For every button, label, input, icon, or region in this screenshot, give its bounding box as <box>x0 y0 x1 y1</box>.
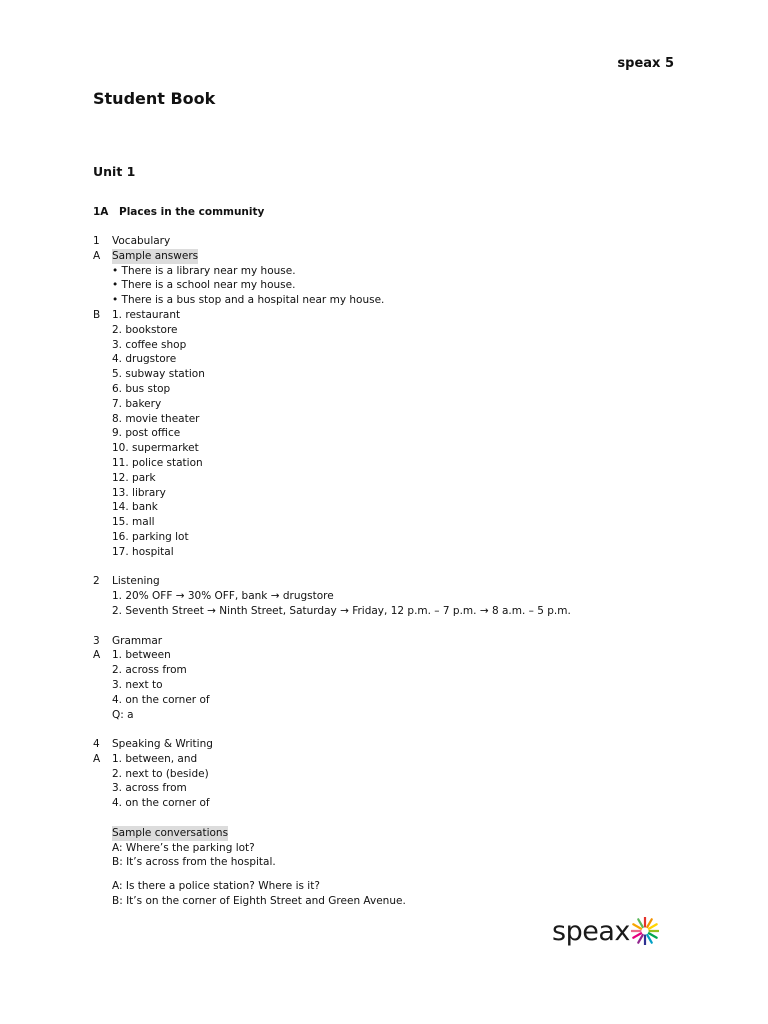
row-marker <box>93 352 112 367</box>
answer-text: 2. next to (beside) <box>112 767 209 780</box>
speax-logo <box>552 917 659 945</box>
answer-text: 3. across from <box>112 782 187 795</box>
answer-line <box>93 767 693 782</box>
answer-line <box>93 397 693 412</box>
answer-line <box>93 648 693 663</box>
answer-text: 11. police station <box>112 456 203 469</box>
starburst-ray <box>633 924 641 929</box>
row-marker: 1 <box>93 235 100 247</box>
spacer <box>93 560 693 575</box>
lesson-title <box>93 206 264 218</box>
answer-text: 3. coffee shop <box>112 338 187 351</box>
answer-text: Q: a <box>112 708 134 721</box>
row-marker: 4 <box>93 738 100 751</box>
answer-line <box>93 471 693 486</box>
row-marker: B <box>93 308 101 321</box>
answer-text: Speaking & Writing <box>112 738 213 751</box>
spacer <box>93 870 693 879</box>
answer-text: • There is a school near my house. <box>112 279 296 292</box>
answer-line <box>93 841 693 856</box>
answer-text: 12. park <box>112 471 156 484</box>
answer-text: 8. movie theater <box>112 412 200 425</box>
row-marker: A <box>93 249 101 262</box>
row-marker <box>93 456 112 471</box>
header-brand-level: speax 5 <box>617 56 674 71</box>
answer-line <box>93 323 693 338</box>
highlighted-label: Sample answers <box>112 249 199 262</box>
row-marker <box>93 693 112 708</box>
row-marker <box>93 879 112 894</box>
answer-line <box>93 382 693 397</box>
answer-text: 4. on the corner of <box>112 797 210 810</box>
answer-line <box>93 589 693 604</box>
row-marker <box>93 426 112 441</box>
row-marker: A <box>93 649 101 662</box>
spacer <box>93 811 693 826</box>
answer-line <box>93 412 693 427</box>
answer-line <box>93 796 693 811</box>
answer-text: 2. Seventh Street → Ninth Street, Saturday → Friday, 12 p.m. – 7 p.m. → 8 a.m. – 5 p.m. <box>112 604 571 617</box>
answer-text: 1. 20% OFF → 30% OFF, bank → drugstore <box>112 590 334 603</box>
starburst-ray <box>649 933 657 938</box>
answer-text: B: It’s on the corner of Eighth Street and Green Avenue. <box>112 895 406 908</box>
answer-text: 1. restaurant <box>112 308 181 321</box>
answer-text: A: Where’s the parking lot? <box>112 841 255 854</box>
answer-line <box>93 678 693 693</box>
answer-text: A: Is there a police station? Where is it? <box>112 880 320 893</box>
answer-line <box>93 249 693 264</box>
answer-text: 1. between <box>112 649 171 662</box>
spacer <box>93 722 693 737</box>
row-marker <box>93 604 112 619</box>
starburst-ray <box>649 924 657 929</box>
row-marker: A <box>93 752 101 765</box>
answer-line <box>93 894 693 909</box>
row-marker <box>93 264 112 279</box>
answer-line <box>93 693 693 708</box>
answer-line <box>93 426 693 441</box>
answer-line <box>93 826 693 841</box>
answer-key-content <box>93 234 693 909</box>
answer-line <box>93 352 693 367</box>
row-marker <box>93 338 112 353</box>
row-marker <box>93 530 112 545</box>
answer-text: Listening <box>112 575 160 588</box>
row-marker <box>93 708 112 723</box>
unit-title: Unit 1 <box>93 164 136 179</box>
row-marker <box>93 841 112 856</box>
row-marker <box>93 826 112 841</box>
lesson-code: 1A <box>93 206 109 218</box>
lesson-name: Places in the community <box>119 206 265 218</box>
row-marker <box>93 796 112 811</box>
answer-line <box>93 855 693 870</box>
answer-line <box>93 663 693 678</box>
answer-text: 15. mall <box>112 516 155 529</box>
highlighted-label: Sample conversations <box>112 826 229 839</box>
answer-line <box>93 530 693 545</box>
answer-text: 14. bank <box>112 501 158 514</box>
answer-text: 10. supermarket <box>112 442 199 455</box>
section-heading <box>93 234 693 249</box>
answer-line <box>93 708 693 723</box>
row-marker <box>93 293 112 308</box>
answer-text: 6. bus stop <box>112 382 171 395</box>
answer-text: 2. across from <box>112 664 187 677</box>
row-marker: 2 <box>93 575 100 588</box>
answer-line <box>93 278 693 293</box>
row-marker <box>93 855 112 870</box>
answer-text: 17. hospital <box>112 545 174 558</box>
answer-text: 3. next to <box>112 678 163 691</box>
answer-text: 7. bakery <box>112 397 162 410</box>
answer-text: 5. subway station <box>112 368 205 381</box>
answer-text: 16. parking lot <box>112 530 189 543</box>
section-heading <box>93 737 693 752</box>
starburst-ray <box>638 919 643 927</box>
starburst-icon <box>631 917 659 945</box>
answer-line <box>93 781 693 796</box>
answer-line <box>93 456 693 471</box>
row-marker <box>93 471 112 486</box>
answer-text: 4. drugstore <box>112 353 177 366</box>
row-marker <box>93 278 112 293</box>
section-heading <box>93 574 693 589</box>
row-marker <box>93 589 112 604</box>
answer-text: • There is a bus stop and a hospital near my house. <box>112 294 385 307</box>
starburst-ray <box>633 933 641 938</box>
row-marker <box>93 412 112 427</box>
answer-line <box>93 752 693 767</box>
answer-text: Grammar <box>112 634 163 647</box>
answer-line <box>93 308 693 323</box>
answer-text: Vocabulary <box>112 235 171 247</box>
row-marker: 3 <box>93 634 100 647</box>
answer-text: • There is a library near my house. <box>112 264 296 277</box>
spacer <box>93 619 693 634</box>
row-marker <box>93 678 112 693</box>
row-marker <box>93 500 112 515</box>
answer-line <box>93 441 693 456</box>
row-marker <box>93 781 112 796</box>
answer-line <box>93 486 693 501</box>
row-marker <box>93 894 112 909</box>
answer-text: 1. between, and <box>112 752 198 765</box>
row-marker <box>93 486 112 501</box>
answer-line <box>93 604 693 619</box>
answer-line <box>93 264 693 279</box>
row-marker <box>93 515 112 530</box>
answer-text: 4. on the corner of <box>112 693 210 706</box>
answer-line <box>93 338 693 353</box>
answer-text: B: It’s across from the hospital. <box>112 856 276 869</box>
starburst-ray <box>647 919 652 927</box>
row-marker <box>93 663 112 678</box>
row-marker <box>93 545 112 560</box>
answer-line <box>93 515 693 530</box>
row-marker <box>93 441 112 456</box>
answer-line <box>93 293 693 308</box>
row-marker <box>93 367 112 382</box>
answer-text: 9. post office <box>112 427 181 440</box>
answer-line <box>93 545 693 560</box>
answer-text: 2. bookstore <box>112 323 178 336</box>
book-title: Student Book <box>93 89 216 108</box>
starburst-ray <box>638 935 643 943</box>
row-marker <box>93 382 112 397</box>
starburst-ray <box>647 935 652 943</box>
row-marker <box>93 767 112 782</box>
row-marker <box>93 323 112 338</box>
answer-line <box>93 367 693 382</box>
logo-wordmark: speax <box>552 915 630 947</box>
section-heading <box>93 634 693 649</box>
answer-line <box>93 500 693 515</box>
row-marker <box>93 397 112 412</box>
answer-text: 13. library <box>112 486 166 499</box>
answer-line <box>93 879 693 894</box>
